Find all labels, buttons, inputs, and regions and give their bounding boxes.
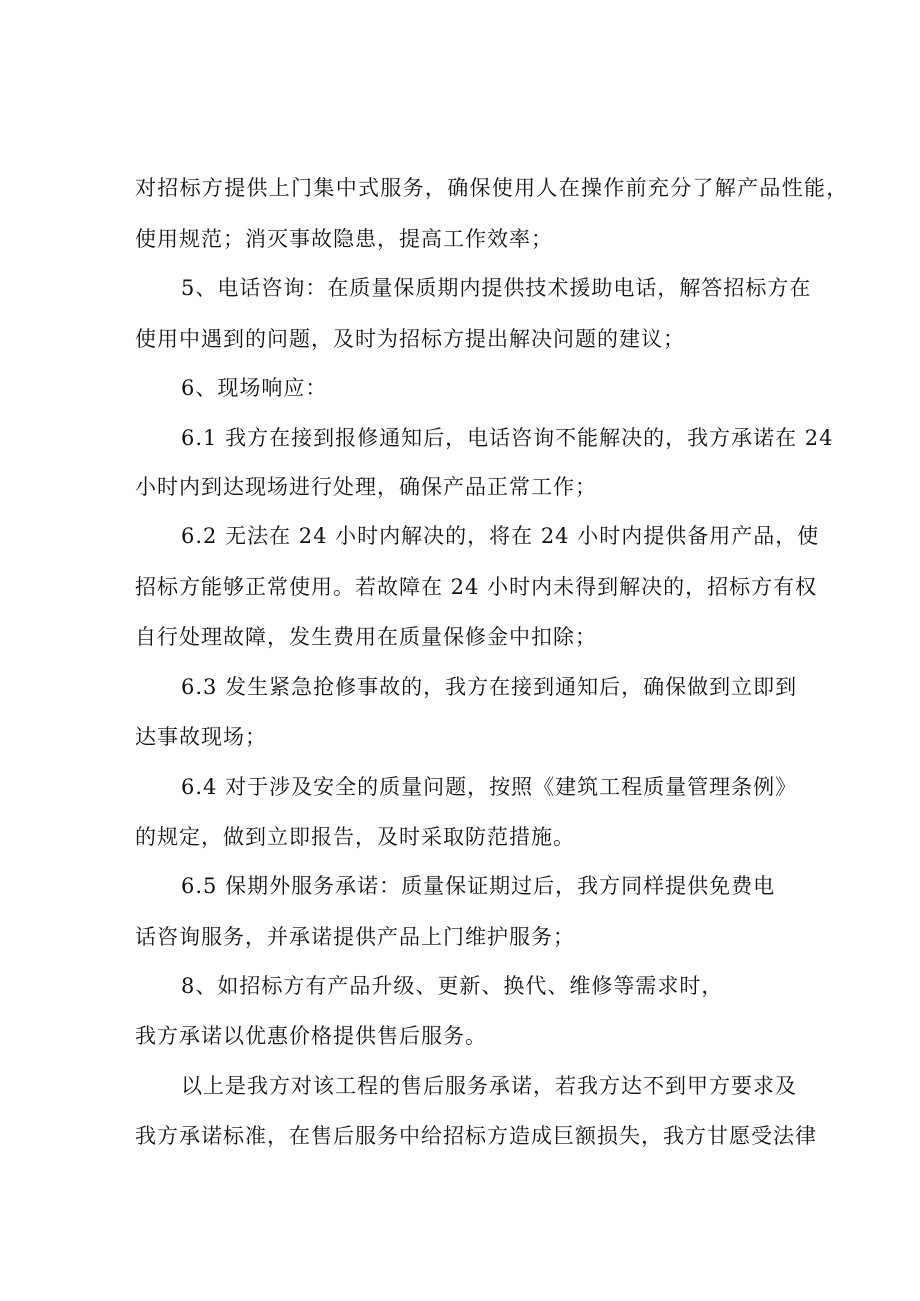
- text-line: 6.1 我方在接到报修通知后，电话咨询不能解决的，我方承诺在 24: [181, 426, 834, 450]
- text-line: 使用中遇到的问题，及时为招标方提出解决问题的建议；: [135, 327, 685, 351]
- text-line: 以上是我方对该工程的售后服务承诺，若我方达不到甲方要求及: [181, 1074, 797, 1098]
- text-line: 6.5 保期外服务承诺：质量保证期过后，我方同样提供免费电: [181, 874, 776, 898]
- text-line: 6.4 对于涉及安全的质量问题，按照《建筑工程质量管理条例》: [181, 775, 798, 799]
- text-line: 8、如招标方有产品升级、更新、换代、维修等需求时，: [181, 974, 724, 998]
- text-line: 的规定，做到立即报告，及时采取防范措施。: [135, 825, 575, 849]
- text-line: 小时内到达现场进行处理，确保产品正常工作；: [135, 475, 597, 499]
- text-line: 对招标方提供上门集中式服务，确保使用人在操作前充分了解产品性能，: [135, 176, 849, 200]
- text-line: 话咨询服务，并承诺提供产品上门维护服务；: [135, 925, 575, 949]
- text-line: 我方承诺以优惠价格提供售后服务。: [135, 1024, 487, 1048]
- text-line: 使用规范；消灭事故隐患，提高工作效率；: [135, 227, 553, 251]
- text-line: 自行处理故障，发生费用在质量保修金中扣除；: [135, 625, 597, 649]
- text-line: 招标方能够正常使用。若故障在 24 小时内未得到解决的，招标方有权: [135, 575, 818, 599]
- text-line: 6.2 无法在 24 小时内解决的，将在 24 小时内提供备用产品，使: [181, 524, 820, 548]
- text-line: 达事故现场；: [135, 725, 267, 749]
- text-line: 5、电话咨询：在质量保质期内提供技术援助电话，解答招标方在: [181, 276, 812, 300]
- text-line: 6、现场响应：: [181, 376, 328, 400]
- text-line: 我方承诺标准，在售后服务中给招标方造成巨额损失，我方甘愿受法律: [135, 1124, 817, 1148]
- text-line: 6.3 发生紧急抢修事故的，我方在接到通知后，确保做到立即到: [181, 675, 798, 699]
